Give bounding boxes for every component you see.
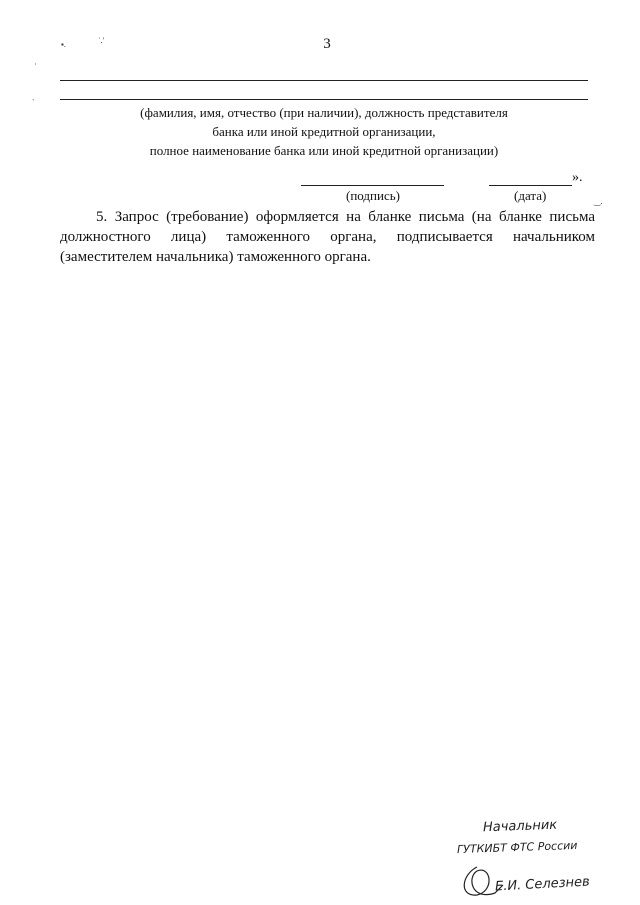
scan-artifact: ˙.': [98, 36, 105, 45]
caption-line: банка или иной кредитной организации,: [212, 124, 436, 139]
field-caption: [60, 103, 588, 160]
date-line: [489, 185, 572, 186]
caption-line: полное наименование банка или иной кредитной организации): [149, 143, 499, 158]
signature-label: (подпись): [346, 188, 400, 203]
handwritten-signature-block: [455, 815, 635, 903]
paragraph-5: 5. Запрос (требование) оформляется на бланке письма (на бланке письма должностного лица) таможенного органа, подписывается начальником (заместителем начальника) таможенного органа.: [60, 209, 595, 265]
signature-line: [301, 185, 444, 186]
scan-artifact: ·: [34, 60, 37, 69]
signature-name: Е.И. Селезнев: [494, 874, 591, 895]
scan-artifact: `: [32, 98, 35, 107]
blank-fill-line-1: [60, 80, 588, 81]
page-number: 3: [323, 36, 331, 52]
closing-quote: ».: [572, 170, 583, 185]
caption-line: (фамилия, имя, отчество (при наличии), должность представителя: [140, 105, 508, 120]
blank-fill-line-2: [60, 99, 588, 100]
date-label: (дата): [514, 188, 547, 203]
signature-title: Начальник: [482, 817, 558, 836]
scan-artifact: ‿.: [594, 197, 603, 206]
scan-artifact: ▪.: [61, 40, 66, 49]
signature-organization: ГУТКИБТ ФТС России: [456, 838, 578, 857]
